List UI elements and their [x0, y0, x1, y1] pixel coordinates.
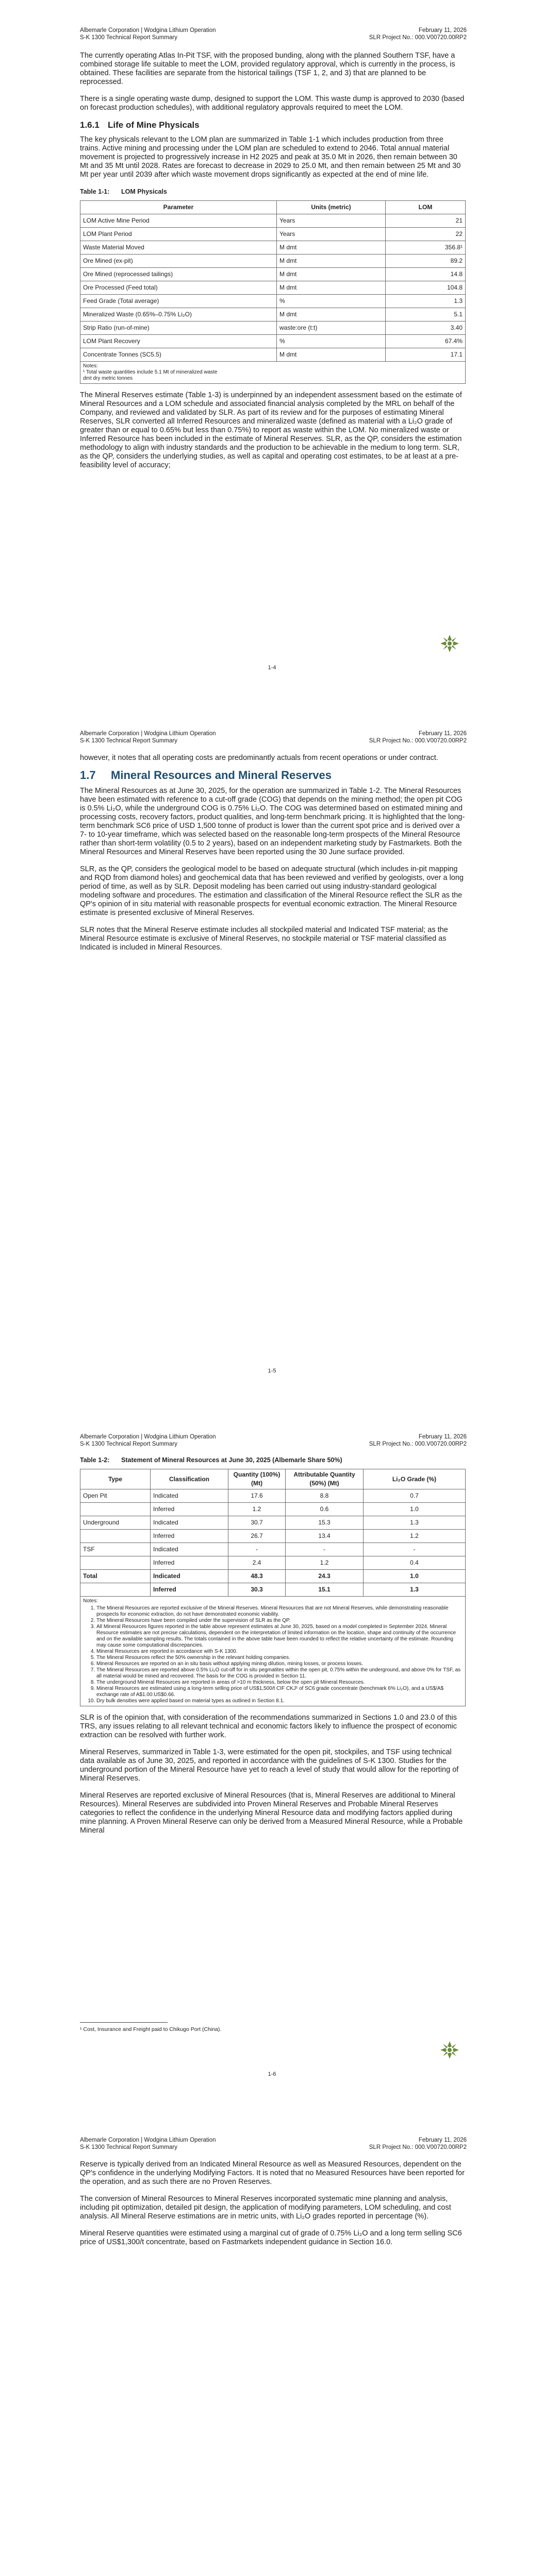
table-cell: M dmt — [277, 348, 386, 362]
table-caption — [80, 188, 466, 196]
table-cell: LOM Plant Period — [80, 228, 277, 241]
table-cell: Total — [80, 1570, 151, 1583]
project-number: SLR Project No.: 000.V00720.00RP2 — [369, 2144, 467, 2150]
table-cell: % — [277, 295, 386, 308]
footnote: ¹ Cost, Insurance and Freight paid to Chikugo Port (China). — [80, 2026, 222, 2032]
page-number: 1-4 — [268, 665, 276, 671]
table-row — [80, 241, 466, 255]
table-cell: 1.3 — [364, 1516, 466, 1530]
table-cell: Indicated — [151, 1570, 228, 1583]
table-cell: Indicated — [151, 1489, 228, 1503]
section-heading — [80, 769, 466, 782]
table-cell: LOM Plant Recovery — [80, 335, 277, 348]
section-number: 1.7 — [80, 769, 96, 782]
table-cell: 0.6 — [286, 1503, 364, 1516]
table-cell: Years — [277, 228, 386, 241]
table-cell: Inferred — [151, 1583, 228, 1597]
table-cell: Inferred — [151, 1503, 228, 1516]
table-row — [80, 268, 466, 281]
paragraph: however, it notes that all operating costs are predominantly actuals from recent operations or under contract. — [80, 754, 438, 762]
table-cell: 22 — [386, 228, 466, 241]
table-cell: Feed Grade (Total average) — [80, 295, 277, 308]
table-cell: 1.2 — [286, 1556, 364, 1570]
note-item: 4. Mineral Resources are reported in accordance with S-K 1300. — [96, 1649, 463, 1655]
paragraph: Mineral Reserves are reported exclusive of Mineral Resources (that is, Mineral Reserves are additional to Mineral Resources). Mineral Reserves are subdivided into Proven Mineral Reserves and Probable Mineral Reserves categories to reflect the confidence in the underlying Mineral Resource data and modifying factors applied during mine planning. A Proven Mineral Reserve can only be derived from a Measured Mineral Resource, while a Probable Mineral — [80, 1791, 463, 1835]
note-line: dmt dry metric tonnes — [83, 376, 133, 381]
page-3 — [0, 1406, 544, 2110]
table-cell: 5.1 — [386, 308, 466, 321]
page-body — [80, 754, 466, 960]
table-cell: 3.40 — [386, 321, 466, 335]
table-row — [80, 255, 466, 268]
table-cell: Indicated — [151, 1516, 228, 1530]
table-cell: 30.7 — [228, 1516, 286, 1530]
table-cell: - — [228, 1543, 286, 1556]
table-cell: Ore Processed (Feed total) — [80, 281, 277, 295]
table-cell — [80, 1583, 151, 1597]
table-cell: 1.0 — [364, 1570, 466, 1583]
table-cell: Inferred — [151, 1530, 228, 1543]
table-cell: Underground — [80, 1516, 151, 1530]
table-cell: 89.2 — [386, 255, 466, 268]
section-number: 1.6.1 — [80, 120, 100, 130]
table-title: Statement of Mineral Resources at June 30, 2025 (Albemarle Share 50%) — [121, 1456, 342, 1464]
table-row — [80, 348, 466, 362]
paragraph: SLR, as the QP, considers the geological model to be based on adequate structural (which includes in-pit mapping and RQD from diamond holes) and geochemical data that has been reviewed and verified by geologists, over a long period of time, as well as by SLR. Deposit modeling has been carried out using industry-standard geological modeling software and procedures. The estimation and classification of the Mineral Resource reflect the SLR as the QP's opinion of in situ material with reasonable prospects for eventual economic extraction. The Mineral Resource estimate is presented exclusive of Mineral Reserves. — [80, 865, 464, 917]
company-name: Albemarle Corporation | Wodgina Lithium Operation — [80, 27, 216, 33]
page-1 — [0, 0, 544, 703]
notes-list — [83, 1605, 463, 1704]
project-number: SLR Project No.: 000.V00720.00RP2 — [369, 1441, 467, 1447]
note-item: 3. All Mineral Resources figures reported in the table above represent estimates at June 30, 2025, based on a model completed in September 2024. Mineral Resource estimates are not precise calculations, dependent on the interpretation of limited information on the location, shape and continuity of the occurrence and on the available sampling results. The totals contained in the above table have been rounded to reflect the relative uncertainty of the estimate. Rounding may cause some computational discrepancies. — [96, 1624, 463, 1649]
mineral-resources-table — [80, 1469, 466, 1706]
paragraph: Reserve is typically derived from an Indicated Mineral Resource as well as Measured Resources, dependent on the QP's confidence in the underlying Modifying Factors. It is noted that no Measured Resources have been reported for the operation, and as such there are no Proven Reserves. — [80, 2160, 465, 2186]
table-header: Type — [80, 1469, 151, 1489]
table-cell: 15.3 — [286, 1516, 364, 1530]
table-cell: 17.1 — [386, 348, 466, 362]
company-name: Albemarle Corporation | Wodgina Lithium Operation — [80, 2137, 216, 2143]
note-item: 1. The Mineral Resources are reported exclusive of the Mineral Reserves. Mineral Resources that are not Mineral Reserves, while demonstrating reasonable prospects for economic extraction, do not have demonstrated economic viability. — [96, 1605, 463, 1618]
page-body — [80, 52, 466, 478]
paragraph: The Mineral Resources as at June 30, 2025, for the operation are summarized in Table 1-2. The Mineral Resources have been estimated with reference to a cut-off grade (COG) that depends on the mining method; the open pit COG is 0.5% Li₂O, while the underground COG is 0.75% Li₂O. The COG was determined based on estimated mining and processing costs, recovery factors, product qualities, and long-term benchmark pricing. It is highlighted that the long-term benchmark SC6 price of USD 1,500 tonne of product is lower than the current spot price and is derived over a 7- to 10-year timeframe, which was selected based on the reasonable long-term prospects of the Mineral Resource rather than short-term volatility (0.5 to 2 years), based on an independent marketing study by Fastmarkets. Both the Mineral Resources and Mineral Reserves have been reported using the 30 June surface provided. — [80, 787, 465, 856]
table-cell: M dmt — [277, 268, 386, 281]
slr-logo-icon — [438, 2040, 461, 2062]
notes-title: Notes: — [83, 1598, 98, 1604]
table-cell: M dmt — [277, 241, 386, 255]
table-cell: 13.4 — [286, 1530, 364, 1543]
table-cell: Strip Ratio (run-of-mine) — [80, 321, 277, 335]
table-header: LOM — [386, 201, 466, 214]
paragraph: SLR is of the opinion that, with consideration of the recommendations summarized in Sections 1.0 and 23.0 of this TRS, any issues relating to all relevant technical and economic factors likely to influence the prospect of economic extraction can be resolved with further work. — [80, 1714, 457, 1739]
table-row — [80, 1556, 466, 1570]
paragraph: The currently operating Atlas In-Pit TSF, with the proposed bunding, along with the planned Southern TSF, have a combined storage life suitable to meet the LOM, provided regulatory approval, which is currently in the process, is obtained. These facilities are separate from the historical tailings (TSF 1, 2, and 3) that are planned to be reprocessed. — [80, 52, 455, 86]
table-cell: 356.8¹ — [386, 241, 466, 255]
table-row — [80, 1503, 466, 1516]
page-body — [80, 2160, 466, 2255]
table-cell: Years — [277, 214, 386, 228]
table-cell: 48.3 — [228, 1570, 286, 1583]
report-date: February 11, 2026 — [418, 2137, 467, 2143]
note-item: 5. The Mineral Resources reflect the 50% ownership in the relevant holding companies. — [96, 1655, 463, 1661]
table-cell: 24.3 — [286, 1570, 364, 1583]
report-date: February 11, 2026 — [418, 1434, 467, 1440]
report-date: February 11, 2026 — [418, 27, 467, 33]
table-cell: 1.2 — [228, 1503, 286, 1516]
table-cell: waste:ore (t:t) — [277, 321, 386, 335]
lom-physicals-table — [80, 200, 466, 384]
table-row — [80, 1583, 466, 1597]
section-title: Mineral Resources and Mineral Reserves — [111, 769, 332, 782]
table-cell: - — [286, 1543, 364, 1556]
table-row — [80, 1570, 466, 1583]
table-cell: 21 — [386, 214, 466, 228]
note-item: 10. Dry bulk densities were applied based on material types as outlined in Section 8.1. — [96, 1698, 463, 1704]
page-4 — [0, 2110, 544, 2576]
table-cell: 15.1 — [286, 1583, 364, 1597]
table-row — [80, 308, 466, 321]
page-2 — [0, 703, 544, 1406]
table-header: Quantity (100%) (Mt) — [228, 1469, 286, 1489]
table-cell: 1.3 — [364, 1583, 466, 1597]
table-cell: 26.7 — [228, 1530, 286, 1543]
paragraph: The key physicals relevant to the LOM plan are summarized in Table 1-1 which includes production from three trains. Active mining and processing under the LOM plan are scheduled to extend to 2046. Total annual material movement is projected to progressively increase in H2 2025 and peak at 35.0 Mt in 2026, then remain between 30 Mt and 35 Mt until 2028. Rates are forecast to decrease in 2029 to 25.0 Mt, and then remain between 25 Mt and 30 Mt per year until 2039 after which waste movement drops significantly as expected at the end of mine life. — [80, 135, 461, 179]
paragraph: The conversion of Mineral Resources to Mineral Reserves incorporated systematic mine planning and analysis, including pit optimization, detailed pit design, the application of modifying parameters, LOM scheduling, and cost analysis. All Mineral Reserve estimations are in metric units, with Li₂O grades reported in percentage (%). — [80, 2195, 451, 2221]
section-title: Life of Mine Physicals — [108, 120, 200, 130]
section-heading — [80, 121, 466, 129]
table-cell: 8.8 — [286, 1489, 364, 1503]
paragraph: Mineral Reserves, summarized in Table 1-3, were estimated for the open pit, stockpiles, and TSF using technical data available as of June 30, 2025, and reported in accordance with the guidelines of S-K 1300. Studies for the underground portion of the Mineral Resource have yet to reach a level of study that would allow for the reporting of Mineral Reserves. — [80, 1748, 459, 1783]
report-name: S-K 1300 Technical Report Summary — [80, 2144, 177, 2150]
page-header — [80, 1433, 467, 1448]
table-cell — [80, 1503, 151, 1516]
company-name: Albemarle Corporation | Wodgina Lithium Operation — [80, 1434, 216, 1440]
report-name: S-K 1300 Technical Report Summary — [80, 35, 177, 41]
footnote-rule — [80, 2022, 168, 2023]
table-cell: 1.3 — [386, 295, 466, 308]
page-body — [80, 1453, 466, 1843]
paragraph: There is a single operating waste dump, designed to support the LOM. This waste dump is approved to 2030 (based on forecast production schedules), with additional regulatory approvals required to meet the LOM. — [80, 95, 465, 112]
slr-logo-icon — [438, 634, 461, 656]
table-cell: 67.4% — [386, 335, 466, 348]
table-cell: M dmt — [277, 255, 386, 268]
page-number: 1-5 — [268, 1368, 276, 1374]
page-header — [80, 27, 467, 41]
table-title: LOM Physicals — [121, 188, 167, 195]
table-cell: Inferred — [151, 1556, 228, 1570]
table-cell: % — [277, 335, 386, 348]
note-line: Notes: — [83, 363, 98, 369]
table-cell: 14.8 — [386, 268, 466, 281]
page-number: 1-6 — [268, 2071, 276, 2077]
table-cell: TSF — [80, 1543, 151, 1556]
table-row — [80, 335, 466, 348]
table-label: Table 1-1: — [80, 188, 110, 195]
note-line: ¹ Total waste quantities include 5.1 Mt of mineralized waste — [83, 369, 218, 375]
note-item: 2. The Mineral Resources have been compiled under the supervision of SLR as the QP. — [96, 1618, 463, 1624]
table-cell: Open Pit — [80, 1489, 151, 1503]
paragraph: SLR notes that the Mineral Reserve estimate includes all stockpiled material and Indicated TSF material; as the Mineral Resource estimate is exclusive of Mineral Reserves, no stockpile material or TSF material classified as Indicated is included in Mineral Resources. — [80, 926, 448, 952]
table-header: Parameter — [80, 201, 277, 214]
table-row — [80, 281, 466, 295]
table-cell: 2.4 — [228, 1556, 286, 1570]
table-header: Units (metric) — [277, 201, 386, 214]
table-cell: Mineralized Waste (0.65%–0.75% Li₂O) — [80, 308, 277, 321]
table-cell: Concentrate Tonnes (SC5.5) — [80, 348, 277, 362]
table-row — [80, 228, 466, 241]
table-caption — [80, 1456, 466, 1465]
table-cell — [80, 1556, 151, 1570]
note-item: 7. The Mineral Resources are reported above 0.5% Li₂O cut-off for in situ pegmatites within the open pit, 0.75% within the underground, and above 0% for TSF, as all material would be mined and recovered. The basis for the COG is provided in Section 11. — [96, 1667, 463, 1680]
project-number: SLR Project No.: 000.V00720.00RP2 — [369, 738, 467, 744]
table-label: Table 1-2: — [80, 1456, 110, 1464]
table-row — [80, 295, 466, 308]
note-item: 8. The underground Mineral Resources are reported in areas of >10 m thickness, below the open pit Mineral Resources. — [96, 1680, 463, 1686]
project-number: SLR Project No.: 000.V00720.00RP2 — [369, 35, 467, 41]
table-row — [80, 1543, 466, 1556]
table-cell: 1.0 — [364, 1503, 466, 1516]
table-header: Attributable Quantity (50%) (Mt) — [286, 1469, 364, 1489]
page-header — [80, 2137, 467, 2151]
table-row — [80, 1516, 466, 1530]
table-notes — [80, 1597, 466, 1706]
table-cell: 1.2 — [364, 1530, 466, 1543]
table-cell: 17.6 — [228, 1489, 286, 1503]
table-cell: - — [364, 1543, 466, 1556]
table-header: Classification — [151, 1469, 228, 1489]
table-header: Li₂O Grade (%) — [364, 1469, 466, 1489]
table-cell: Indicated — [151, 1543, 228, 1556]
note-item: 6. Mineral Resources are reported on an in situ basis without applying mining dilution, mining losses, or process losses. — [96, 1661, 463, 1667]
table-row — [80, 1530, 466, 1543]
table-cell: 30.3 — [228, 1583, 286, 1597]
table-cell: 0.4 — [364, 1556, 466, 1570]
table-cell: 0.7 — [364, 1489, 466, 1503]
table-row — [80, 214, 466, 228]
company-name: Albemarle Corporation | Wodgina Lithium Operation — [80, 731, 216, 737]
table-notes — [80, 362, 466, 384]
table-cell — [80, 1530, 151, 1543]
table-cell: Waste Material Moved — [80, 241, 277, 255]
table-cell: 104.8 — [386, 281, 466, 295]
paragraph: The Mineral Reserves estimate (Table 1-3) is underpinned by an independent assessment based on the estimate of Mineral Resources and a LOM schedule and associated financial analysis completed by the MRL on behalf of the Company, and reviewed and validated by SLR. As part of its review and for the purposes of estimating Mineral Reserves, SLR converted all Inferred Resources and mineralized waste (defined as material with a Li₂O grade of greater than or equal to 0.65% but less than 0.75%) to report as waste within the LOM. No mineralized waste or Inferred Resource has been included in the estimate of Mineral Reserves. SLR, as the QP, considers the estimation methodology to align with industry standards and the production to be achievable in the medium to long term. SLR, as the QP, considers the underlying studies, as well as capital and operating cost estimates, to be at least at a pre-feasibility level of accuracy; — [80, 391, 462, 469]
page-header — [80, 730, 467, 744]
note-item: 9. Mineral Resources are estimated using a long-term selling price of US$1,500/t CIF CKJ¹ of SC6 grade concentrate (benchmark 6% Li₂O), and a US$/A$ exchange rate of A$1.00:US$0.66. — [96, 1686, 463, 1698]
report-name: S-K 1300 Technical Report Summary — [80, 738, 177, 744]
table-cell: M dmt — [277, 281, 386, 295]
table-cell: M dmt — [277, 308, 386, 321]
report-date: February 11, 2026 — [418, 731, 467, 737]
paragraph: Mineral Reserve quantities were estimated using a marginal cut of grade of 0.75% Li₂O and a long term selling SC6 price of US$1,300/t concentrate, based on Fastmarkets independent guidance in Section 16.0. — [80, 2229, 462, 2246]
table-cell: Ore Mined (reprocessed tailings) — [80, 268, 277, 281]
table-cell: Ore Mined (ex-pit) — [80, 255, 277, 268]
table-cell: LOM Active Mine Period — [80, 214, 277, 228]
table-row — [80, 1489, 466, 1503]
table-row — [80, 321, 466, 335]
report-name: S-K 1300 Technical Report Summary — [80, 1441, 177, 1447]
